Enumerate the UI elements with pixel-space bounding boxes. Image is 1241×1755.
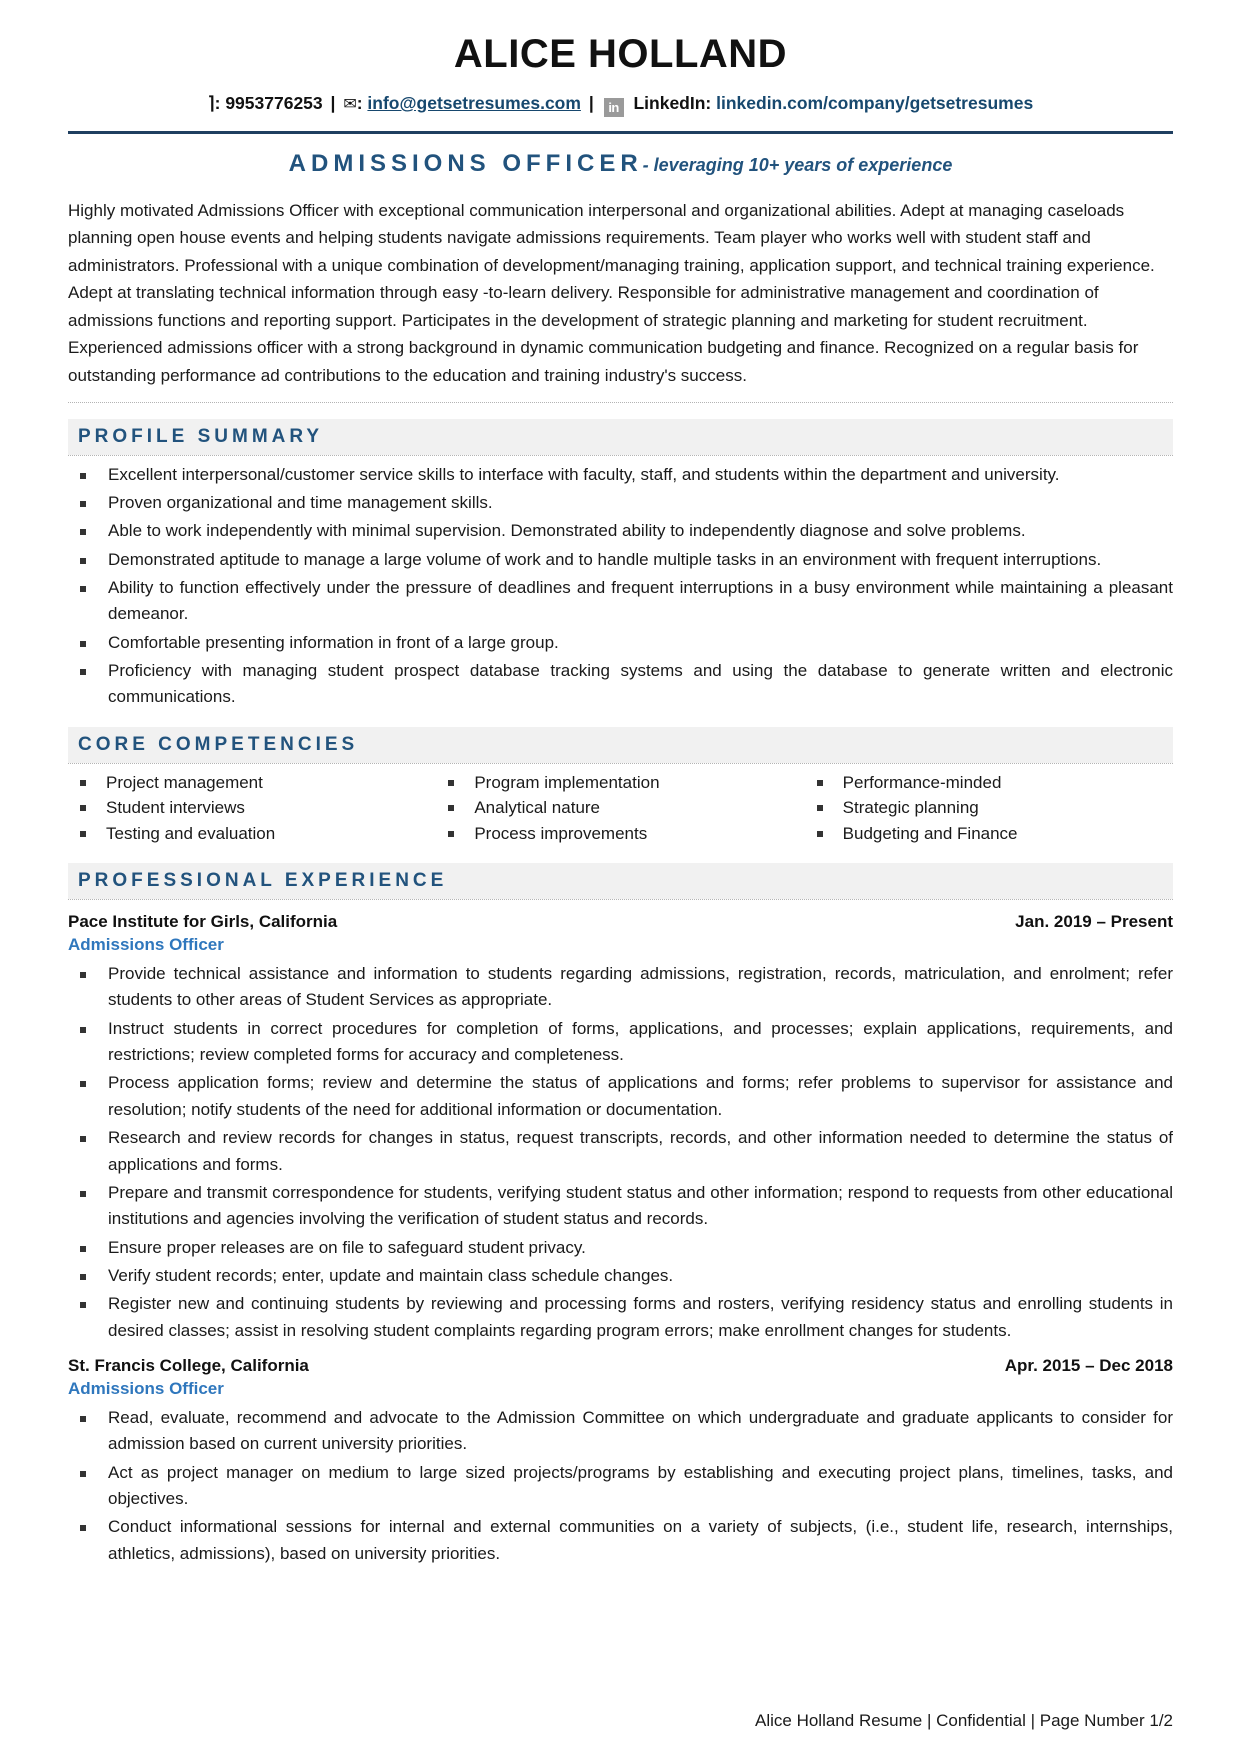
section-title: CORE COMPETENCIES <box>78 733 359 755</box>
list-item: Verify student records; enter, update and maintain class schedule changes. <box>68 1263 1173 1289</box>
list-item: Instruct students in correct procedures for completion of forms, applications, and processes; explain applications, requirements, and restrictions; review completed forms for accuracy and completeness. <box>68 1016 1173 1069</box>
company-name: Pace Institute for Girls, California <box>68 912 338 932</box>
list-item: Performance-minded <box>805 770 1173 796</box>
section-header-profile-summary <box>68 419 1173 455</box>
experience-entry-header <box>68 912 1173 932</box>
experience-entry-header <box>68 1356 1173 1376</box>
linkedin-url[interactable]: linkedin.com/company/getsetresumes <box>716 93 1034 113</box>
envelope-icon: ✉ <box>343 96 357 113</box>
list-item: Conduct informational sessions for internal and external communities on a variety of subjects, (i.e., student life, research, internships, athletics, admissions), based on university priorities. <box>68 1514 1173 1567</box>
list-item: Budgeting and Finance <box>805 821 1173 847</box>
phone-number: : 9953776253 <box>214 93 323 113</box>
experience-entry <box>68 1356 1173 1567</box>
list-item: Comfortable presenting information in front of a large group. <box>68 630 1173 656</box>
linkedin-icon: in <box>604 98 624 117</box>
experience-bullets <box>68 1405 1173 1567</box>
phone-icon: ⌉ <box>207 93 215 113</box>
company-name: St. Francis College, California <box>68 1355 309 1375</box>
job-title: Admissions Officer <box>68 1378 224 1398</box>
list-item: Register new and continuing students by reviewing and processing forms and rosters, verifying residency status and enrolling students in desired classes; assist in resolving student complaints regarding program errors; make enrollment changes for students. <box>68 1291 1173 1344</box>
headline-tagline: - leveraging 10+ years of experience <box>642 155 953 175</box>
list-item: Program implementation <box>436 770 804 796</box>
list-item: Analytical nature <box>436 795 804 821</box>
list-item: Project management <box>68 770 436 796</box>
competency-column <box>436 770 804 847</box>
section-header-core-competencies <box>68 727 1173 763</box>
list-item: Read, evaluate, recommend and advocate to the Admission Committee on which undergraduate and graduate applicants to consider for admission based on current university priorities. <box>68 1405 1173 1458</box>
profile-summary-list <box>68 462 1173 711</box>
list-item: Prepare and transmit correspondence for students, verifying student status and other information; respond to requests from other educational institutions and agencies involving the verification of student status and records. <box>68 1180 1173 1233</box>
list-item: Research and review records for changes in status, request transcripts, records, and other information needed to determine the status of applications and forms. <box>68 1125 1173 1178</box>
header-divider <box>68 131 1173 134</box>
list-item: Demonstrated aptitude to manage a large volume of work and to handle multiple tasks in an environment with frequent interruptions. <box>68 547 1173 573</box>
list-item: Able to work independently with minimal supervision. Demonstrated ability to independently diagnose and solve problems. <box>68 518 1173 544</box>
contact-separator-2: | <box>588 93 594 113</box>
candidate-name: ALICE HOLLAND <box>453 32 788 76</box>
core-competencies-grid <box>68 770 1173 847</box>
email-link[interactable]: info@getsetresumes.com <box>367 93 581 113</box>
list-item: Act as project manager on medium to large sized projects/programs by establishing and executing project plans, timelines, tasks, and objectives. <box>68 1460 1173 1513</box>
employment-dates: Jan. 2019 – Present <box>1015 912 1173 932</box>
list-item: Process improvements <box>436 821 804 847</box>
list-item: Testing and evaluation <box>68 821 436 847</box>
section-underline-profile-summary <box>68 455 1173 456</box>
experience-bullets <box>68 961 1173 1344</box>
list-item: Ability to function effectively under the pressure of deadlines and frequent interruptions in a busy environment while maintaining a pleasant demeanor. <box>68 575 1173 628</box>
email-prefix: : <box>356 93 363 113</box>
headline <box>68 150 1173 179</box>
list-item: Ensure proper releases are on file to safeguard student privacy. <box>68 1235 1173 1261</box>
summary-paragraph: Highly motivated Admissions Officer with exceptional communication interpersonal and organizational abilities. Adept at managing caseloads planning open house events and helping students navigate admissions requirements. Team player who works well with student staff and administrators. Professional with a unique combination of development/managing training, application support, and technical training experience. Adept at translating technical information through easy -to-learn delivery. Responsible for administrative management and coordination of admissions functions and reporting support. Participates in the development of strategic planning and marketing for student recruitment. Experienced admissions officer with a strong background in dynamic communication budgeting and finance. Recognized on a regular basis for outstanding performance ad contributions to the education and training industry's success. <box>68 200 1155 385</box>
list-item: Proven organizational and time management skills. <box>68 490 1173 516</box>
experience-entry <box>68 912 1173 1344</box>
headline-role: ADMISSIONS OFFICER <box>288 150 643 177</box>
list-item: Strategic planning <box>805 795 1173 821</box>
contact-line <box>68 92 1173 117</box>
linkedin-label: LinkedIn: <box>633 93 712 113</box>
page-footer: Alice Holland Resume | Confidential | Page Number 1/2 <box>755 1711 1173 1730</box>
section-underline-professional-experience <box>68 899 1173 900</box>
contact-separator-1: | <box>330 93 336 113</box>
list-item: Proficiency with managing student prospect database tracking systems and using the database to generate written and electronic communications. <box>68 658 1173 711</box>
section-underline-core-competencies <box>68 763 1173 764</box>
competency-column <box>68 770 436 847</box>
section-title: PROFILE SUMMARY <box>78 425 324 447</box>
section-title: PROFESSIONAL EXPERIENCE <box>78 870 448 892</box>
summary-divider <box>68 402 1173 403</box>
list-item: Process application forms; review and determine the status of applications and forms; refer problems to supervisor for assistance and resolution; notify students of the need for additional information or documentation. <box>68 1070 1173 1123</box>
section-header-professional-experience <box>68 863 1173 899</box>
list-item: Excellent interpersonal/customer service skills to interface with faculty, staff, and students within the department and university. <box>68 462 1173 488</box>
employment-dates: Apr. 2015 – Dec 2018 <box>1004 1355 1173 1375</box>
job-title: Admissions Officer <box>68 935 224 955</box>
list-item: Provide technical assistance and information to students regarding admissions, registration, records, matriculation, and enrolment; refer students to other areas of Student Services as appropriate. <box>68 961 1173 1014</box>
list-item: Student interviews <box>68 795 436 821</box>
competency-column <box>805 770 1173 847</box>
